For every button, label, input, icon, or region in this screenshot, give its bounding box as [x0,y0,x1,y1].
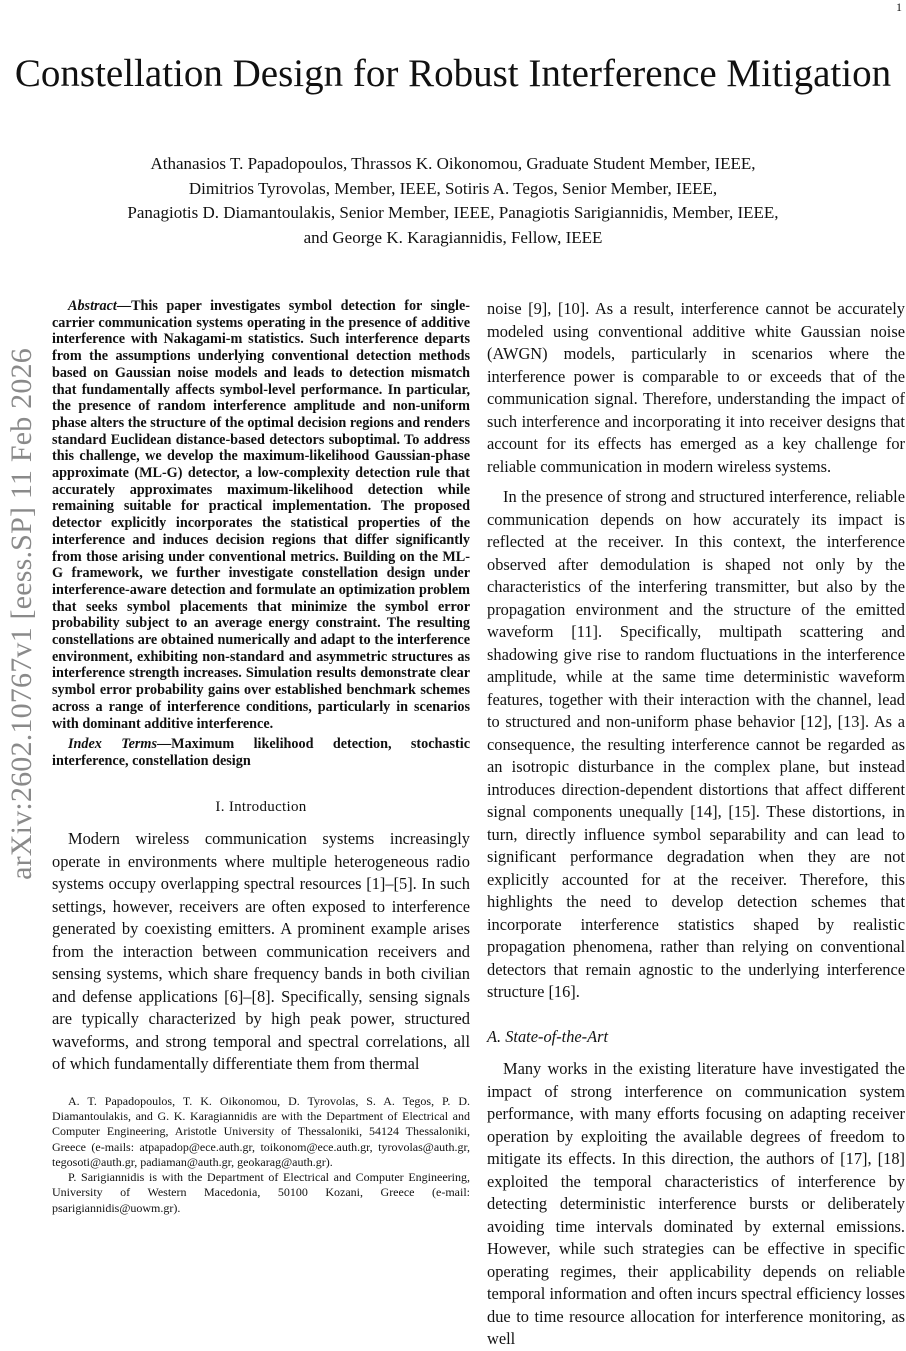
right-column [487,298,905,1351]
footnote-affiliation-2: P. Sarigiannidis is with the Department of Electrical and Computer Engineering, University of Western Macedonia, 50100 Kozani, Greece (e-mail: psarigiannidis@uowm.gr). [52,1170,470,1215]
subsection-heading-state-of-the-art: A. State-of-the-Art [487,1026,609,1046]
index-terms-text: —Maximum likelihood detection, stochastic interference, constellation design [52,736,470,769]
paper-title: Constellation Design for Robust Interference Mitigation [14,52,892,95]
author-list [0,152,906,250]
arxiv-stamp [0,312,44,916]
body-paragraph: noise [9], [10]. As a result, interference cannot be accurately modeled using conventional additive white Gaussian noise (AWGN) models, particularly in scenarios where the interference power is comparable to or exceeds that of the communication signal. Therefore, understanding the impact of such interference and incorporating it into receiver designs that account for its effects has emerged as a key challenge for reliable communication in modern wireless systems. [487,299,905,476]
body-paragraph: In the presence of strong and structured interference, reliable communication depends on how accurately its impact is reflected at the receiver. In this context, the interference observed after demodulation is shaped not only by the characteristics of the interfering transmitter, but also by the propagation environment and the structure of the emitted waveform [11]. Specifically, multipath scattering and shadowing give rise to random fluctuations in the interference amplitude, while at the same time deterministic waveform features, together with their interaction with the channel, lead to structured and non-uniform phase behavior [12], [13]. As a consequence, the resulting interference cannot be regarded as an isotropic disturbance in the complex plane, but instead introduces direction-dependent distortions that affect different signal components unequally [14], [15]. These distortions, in turn, directly influence symbol separability and can lead to significant performance degradation when they are not explicitly accounted for at the receiver. Therefore, this highlights the need to develop detection schemes that incorporate interference statistics shaped by realistic propagation phenomena, rather than relying on conventional detectors that remain agnostic to the underlying interference structure [16]. [487,487,905,1001]
section-heading-introduction: I. Introduction [215,798,307,815]
author-line: Dimitrios Tyrovolas, Member, IEEE, Sotiris A. Tegos, Senior Member, IEEE, [188,178,718,198]
author-line: and George K. Karagiannidis, Fellow, IEEE [303,227,603,247]
index-terms-label: Index Terms [68,736,157,753]
footnote-affiliation-1: A. T. Papadopoulos, T. K. Oikonomou, D. Tyrovolas, S. A. Tegos, P. D. Diamantoulakis, and G. K. Karagiannidis are with the Department of Electrical and Computer Engineering, Aristotle University of Thessaloniki, 54124 Thessaloniki, Greece (e-mails: atpapadop@ece.auth.gr, toikonom@ece.auth.gr, tyrovolas@auth.gr, tegosoti@auth.gr, padiaman@auth.gr, geokarag@auth.gr). [52,1093,470,1169]
footnote [52,1094,470,1216]
left-column [52,298,470,1216]
arxiv-stamp-text: arXiv:2602.10767v1 [eess.SP] 11 Feb 2026 [5,348,38,880]
author-line: Athanasios T. Papadopoulos, Thrassos K. Oikonomou, Graduate Student Member, IEEE, [150,154,756,173]
body-paragraph: Many works in the existing literature have investigated the impact of strong interference on communication system performance, with many efforts focusing on adapting receiver operation by exploiting the available degrees of freedom to mitigate its effects. In this direction, the authors of [17], [18] exploited the temporal characteristics of interference by detecting deterministic interference bursts or deliberately avoiding time intervals dominated by external emissions. However, while such strategies can be effective in specific operating regimes, their applicability depends on reliable temporal information and often incurs spectral efficiency losses due to time resource allocation for interference monitoring, as well [487,1059,905,1348]
abstract [52,298,470,732]
page-number: 1 [896,0,902,14]
abstract-label: Abstract [68,298,117,314]
index-terms [52,736,470,769]
author-line: Panagiotis D. Diamantoulakis, Senior Member, IEEE, Panagiotis Sarigiannidis, Member, IEEE, [127,203,779,222]
intro-paragraph: Modern wireless communication systems increasingly operate in environments where multiple heterogeneous radio systems occupy overlapping spectral resources [1]–[5]. In such settings, however, receivers are often exposed to interference generated by coexisting emitters. A prominent example arises from the interaction between communication receivers and sensing systems, which share frequency bands in both civilian and defense applications [6]–[8]. Specifically, sensing signals are typically characterized by high peak power, structured waveforms, and strong temporal and spectral correlations, all of which fundamentally differentiate them from thermal [52,829,470,1074]
abstract-text: —This paper investigates symbol detection for single-carrier communication systems operating in the presence of additive interference with Nakagami-m statistics. Such interference departs from the assumptions underlying conventional detection methods based on Gaussian noise models and leads to detection mismatch that fundamentally affects symbol-level performance. In particular, the presence of random interference amplitude and non-uniform phase alters the structure of the optimal decision regions and renders standard Euclidean distance-based detectors suboptimal. To address this challenge, we develop the maximum-likelihood Gaussian-phase approximate (ML-G) detector, a low-complexity detection rule that accurately approximates maximum-likelihood detection while remaining suitable for practical implementation. The proposed detector explicitly incorporates the statistical properties of the interference and induces decision regions that differ significantly from those arising under conventional metrics. Building on the ML-G framework, we further investigate constellation design under interference-aware detection and formulate an optimization problem that seeks symbol placements that minimize the symbol error probability subject to an average energy constraint. The resulting constellations are obtained numerically and adapt to the interference environment, exhibiting non-standard and asymmetric structures as interference strength increases. Simulation results demonstrate clear symbol error probability gains over established benchmark schemes across a range of interference conditions, particularly in scenarios with dominant additive interference. [52,298,470,732]
